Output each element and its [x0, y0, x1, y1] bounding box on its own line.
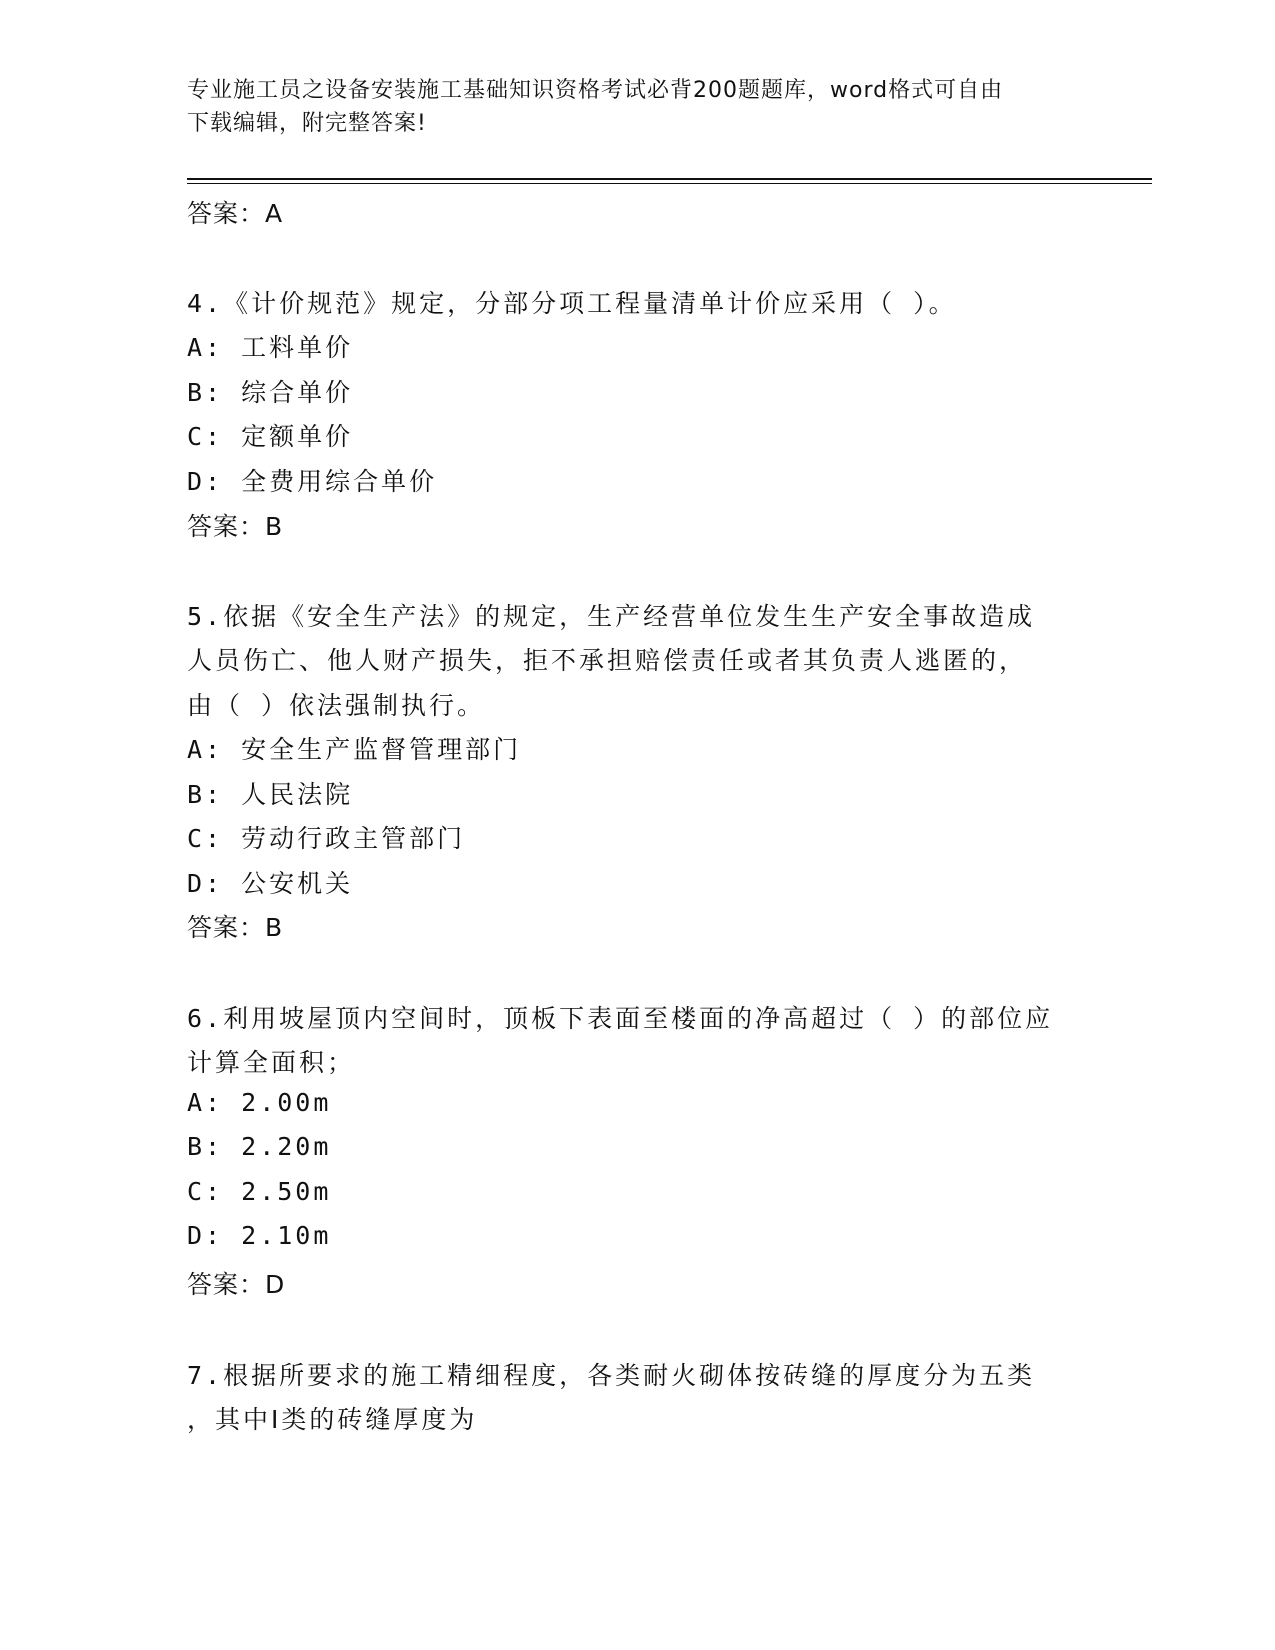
- question-6-option-c: C: 2.50m: [187, 1177, 332, 1206]
- question-6-line-1: 6.利用坡屋顶内空间时，顶板下表面至楼面的净高超过（ ）的部位应: [187, 1004, 1054, 1033]
- question-4-option-c: C: 定额单价: [187, 422, 354, 451]
- question-4-option-a: A: 工料单价: [187, 333, 354, 362]
- question-5-option-a: A: 安全生产监督管理部门: [187, 735, 522, 764]
- question-5-line-2: 人员伤亡、他人财产损失，拒不承担赔偿责任或者其负责人逃匿的，: [187, 646, 1028, 675]
- question-4-option-b: B: 综合单价: [187, 378, 354, 407]
- question-7-line-2: ，其中Ⅰ类的砖缝厚度为: [187, 1405, 478, 1434]
- question-5-line-1: 5.依据《安全生产法》的规定，生产经营单位发生生产安全事故造成: [187, 602, 1036, 631]
- question-6-answer: 答案：D: [187, 1270, 286, 1299]
- answer-prev: 答案：A: [187, 199, 284, 228]
- question-4-text: 4.《计价规范》规定，分部分项工程量清单计价应采用（ ）。: [187, 289, 957, 318]
- question-5-option-c: C: 劳动行政主管部门: [187, 824, 466, 853]
- question-6-line-2: 计算全面积；: [187, 1048, 356, 1077]
- question-5-option-b: B: 人民法院: [187, 780, 354, 809]
- question-4-option-d: D: 全费用综合单价: [187, 467, 438, 496]
- question-6-option-b: B: 2.20m: [187, 1132, 332, 1161]
- question-5-option-d: D: 公安机关: [187, 869, 354, 898]
- question-6-option-a: A: 2.00m: [187, 1088, 332, 1117]
- question-7-line-1: 7.根据所要求的施工精细程度，各类耐火砌体按砖缝的厚度分为五类: [187, 1361, 1036, 1390]
- document-header: [187, 74, 1087, 140]
- question-5-line-3: 由（ ）依法强制执行。: [187, 691, 486, 720]
- header-line-2: 下载编辑，附完整答案!: [187, 111, 427, 136]
- question-5-answer: 答案：B: [187, 913, 284, 942]
- question-6-option-d: D: 2.10m: [187, 1221, 332, 1250]
- header-rule-thin: [187, 183, 1152, 184]
- header-rule-thick: [187, 178, 1152, 180]
- header-line-1: 专业施工员之设备安装施工基础知识资格考试必背200题题库，word格式可自由: [187, 78, 1004, 103]
- question-4-answer: 答案：B: [187, 512, 284, 541]
